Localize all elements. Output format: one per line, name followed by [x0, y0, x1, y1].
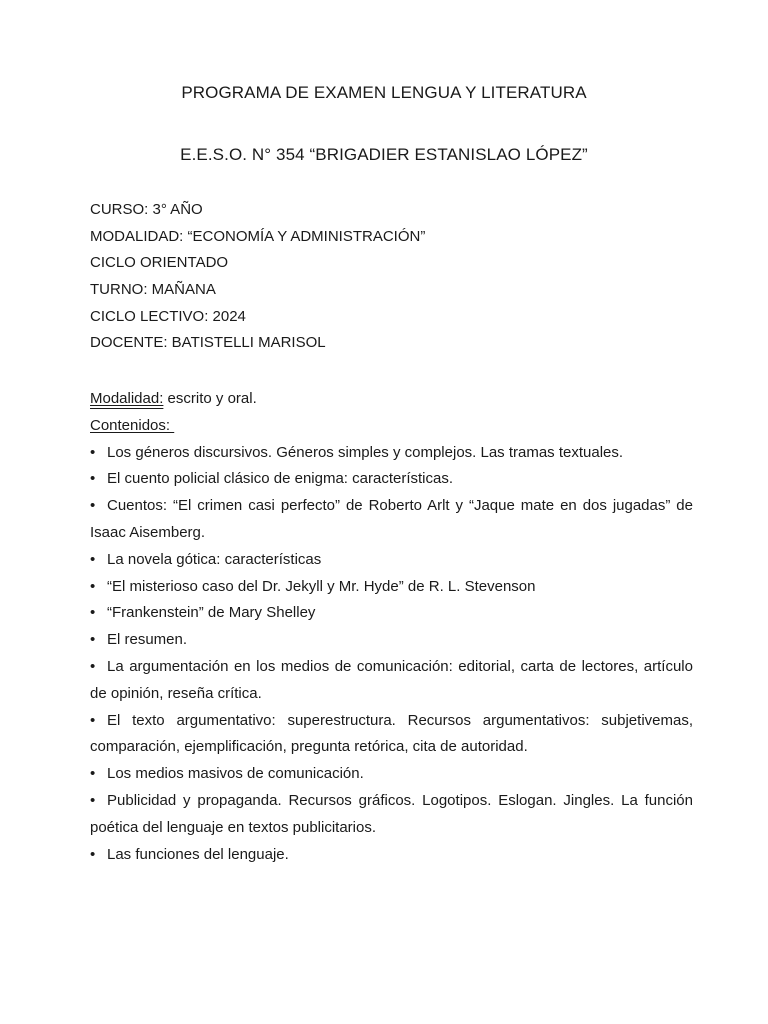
bullet-icon: •: [90, 711, 96, 729]
bullet-icon: •: [90, 604, 96, 622]
list-item: [90, 708, 693, 762]
list-item-text: “El misterioso caso del Dr. Jekyll y Mr. Hyde” de R. L. Stevenson: [107, 577, 536, 595]
list-item: [90, 574, 693, 601]
bullet-icon: •: [90, 443, 96, 461]
bullet-icon: •: [90, 497, 96, 515]
bullet-icon: •: [90, 577, 96, 595]
list-item: [90, 547, 693, 574]
list-item-text: El texto argumentativo: superestructura. Recursos argumentativos: subjetivemas, comparación, ejemplificación, pregunta retórica, cita de autoridad.: [90, 711, 693, 756]
bullet-icon: •: [90, 765, 96, 783]
bullet-icon: •: [90, 845, 96, 863]
list-item-text: Los medios masivos de comunicación.: [107, 765, 364, 783]
list-item: [90, 600, 693, 627]
list-item-text: La novela gótica: características: [107, 550, 322, 568]
bullet-icon: •: [90, 657, 96, 675]
exam-program-body: [90, 386, 693, 868]
school-name: E.E.S.O. N° 354 “BRIGADIER ESTANISLAO LÓPEZ”: [180, 145, 588, 164]
info-teacher: DOCENTE: BATISTELLI MARISOL: [90, 334, 326, 352]
course-info: [90, 200, 690, 360]
list-item: [90, 440, 693, 467]
document-title: PROGRAMA DE EXAMEN LENGUA Y LITERATURA: [181, 83, 587, 102]
bullet-icon: •: [90, 470, 96, 488]
info-shift: TURNO: MAÑANA: [90, 281, 216, 299]
info-modality: MODALIDAD: “ECONOMÍA Y ADMINISTRACIÓN”: [90, 227, 426, 245]
bullet-icon: •: [90, 550, 96, 568]
list-item-text: Publicidad y propaganda. Recursos gráficos. Logotipos. Eslogan. Jingles. La función poética del lenguaje en textos publicitarios.: [90, 791, 693, 836]
info-course: CURSO: 3° AÑO: [90, 201, 203, 218]
list-item: [90, 761, 693, 788]
list-item: [90, 466, 693, 493]
info-school-year: CICLO LECTIVO: 2024: [90, 307, 246, 325]
list-item-text: El resumen.: [107, 631, 188, 649]
contents-label: Contenidos:: [90, 416, 175, 434]
list-item-text: El cuento policial clásico de enigma: características.: [107, 470, 453, 488]
modality-line: [90, 386, 693, 413]
list-item-text: Las funciones del lenguaje.: [107, 845, 289, 863]
list-item: [90, 788, 693, 842]
list-item: [90, 493, 693, 547]
list-item-text: “Frankenstein” de Mary Shelley: [107, 604, 316, 622]
modality-label: Modalidad:: [90, 390, 164, 407]
bullet-icon: •: [90, 631, 96, 649]
modality-value: escrito y oral.: [163, 390, 257, 407]
list-item-text: La argumentación en los medios de comunicación: editorial, carta de lectores, artículo de opinión, reseña crítica.: [90, 657, 693, 702]
list-item: [90, 842, 693, 869]
info-cycle: CICLO ORIENTADO: [90, 254, 229, 272]
list-item: [90, 627, 693, 654]
contents-list: [90, 440, 693, 869]
contents-heading: [90, 413, 693, 440]
list-item: [90, 654, 693, 708]
bullet-icon: •: [90, 791, 96, 809]
list-item-text: Cuentos: “El crimen casi perfecto” de Roberto Arlt y “Jaque mate en dos jugadas” de Isaac Aisemberg.: [90, 497, 693, 541]
list-item-text: Los géneros discursivos. Géneros simples y complejos. Las tramas textuales.: [107, 443, 624, 461]
